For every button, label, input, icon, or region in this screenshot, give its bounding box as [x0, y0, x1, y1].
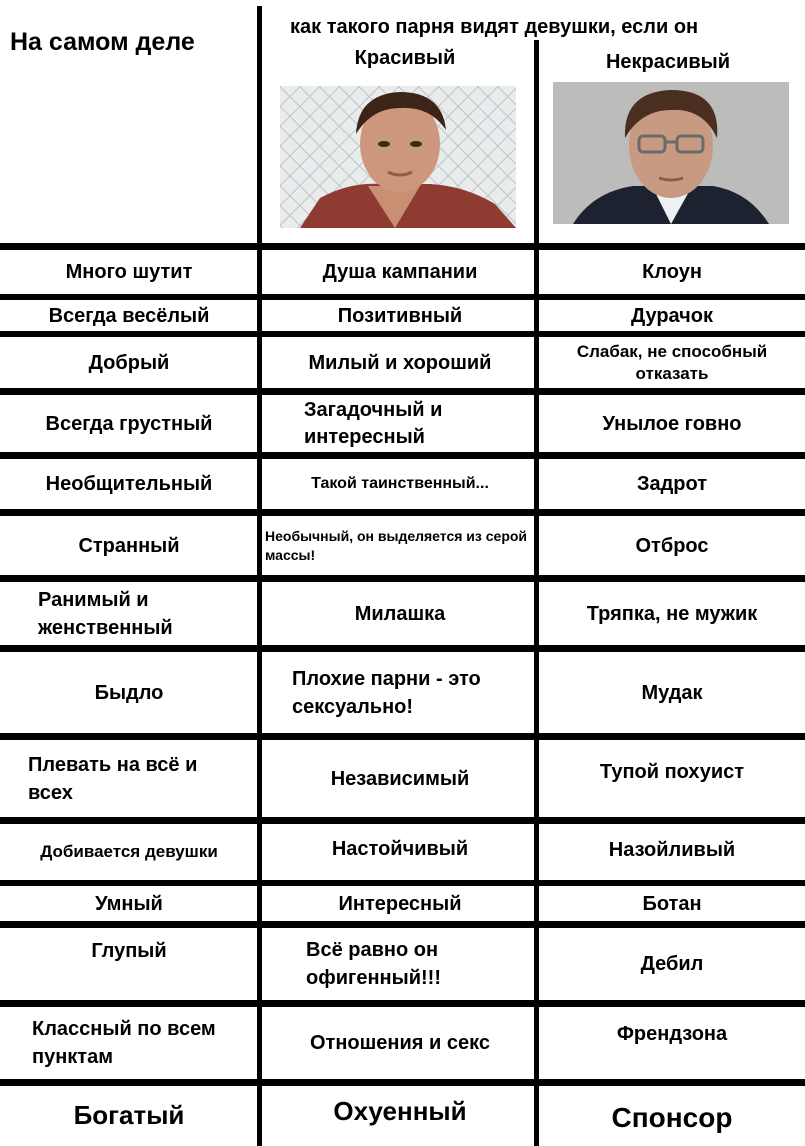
ugly-cell: Френдзона — [616, 1023, 728, 1045]
handsome-cell: Душа кампании — [322, 261, 478, 283]
row-divider — [0, 921, 805, 928]
reality-cell: Добивается девушки — [40, 841, 218, 861]
handsome-cell: Плохие парни - это сексуально! — [292, 667, 481, 718]
reality-cell: Много шутит — [65, 261, 193, 283]
ugly-cell: Мудак — [641, 681, 703, 704]
row-divider — [0, 452, 805, 459]
reality-cell: Плевать на всё и всех — [28, 753, 198, 804]
handsome-cell: Независимый — [330, 767, 470, 790]
row-divider — [0, 1079, 805, 1086]
row-divider — [0, 733, 805, 740]
ugly-cell: Дебил — [640, 953, 704, 975]
reality-cell: Глупый — [91, 940, 167, 962]
handsome-column-label: Красивый — [354, 47, 456, 69]
ugly-cell: Тряпка, не мужик — [586, 602, 758, 625]
reality-cell: Быдло — [94, 681, 164, 704]
reality-cell: Странный — [78, 534, 180, 557]
handsome-cell: Позитивный — [337, 304, 463, 327]
row-divider — [0, 645, 805, 652]
perception-column-title: как такого парня видят девушки, если он — [290, 16, 699, 38]
row-divider — [0, 575, 805, 582]
ugly-cell: Отброс — [635, 534, 709, 557]
handsome-cell: Необычный, он выделяется из серой массы! — [265, 527, 528, 563]
reality-cell: Добрый — [88, 351, 170, 374]
handsome-cell: Милый и хороший — [308, 351, 492, 374]
handsome-cell: Интересный — [338, 892, 462, 915]
ugly-cell: Клоун — [642, 261, 702, 283]
row-divider — [0, 509, 805, 516]
row-divider — [0, 1000, 805, 1007]
reality-cell: Ранимый и женственный — [38, 588, 173, 639]
handsome-cell: Настойчивый — [331, 838, 469, 860]
reality-column-title: На самом деле — [10, 27, 195, 56]
column-divider — [534, 40, 539, 1146]
reality-cell: Всегда грустный — [45, 412, 213, 435]
handsome-cell: Такой таинственный... — [311, 474, 489, 492]
ugly-column-label: Некрасивый — [605, 51, 730, 73]
ugly-cell: Задрот — [636, 473, 708, 495]
ugly-cell: Ботан — [642, 892, 702, 915]
ugly-guy-photo — [553, 82, 789, 224]
reality-cell: Богатый — [73, 1100, 185, 1131]
handsome-guy-photo — [280, 86, 516, 228]
handsome-cell: Всё равно он офигенный!!! — [306, 939, 441, 989]
row-divider — [0, 817, 805, 824]
handsome-cell: Отношения и секс — [309, 1032, 490, 1054]
handsome-cell: Загадочный и интересный — [304, 398, 443, 448]
reality-cell: Всегда весёлый — [48, 304, 210, 327]
row-divider — [0, 243, 805, 250]
reality-cell: Необщительный — [45, 473, 213, 495]
ugly-cell: Спонсор — [611, 1101, 733, 1133]
reality-cell: Умный — [95, 892, 163, 915]
ugly-cell: Дурачок — [630, 304, 714, 327]
row-divider — [0, 388, 805, 395]
column-divider — [257, 6, 262, 1146]
ugly-cell: Назойливый — [608, 839, 736, 861]
handsome-cell: Милашка — [354, 602, 446, 625]
ugly-cell: Тупой похуист — [599, 761, 745, 783]
ugly-cell: Слабак, не способный отказать — [576, 342, 768, 383]
handsome-cell: Охуенный — [333, 1096, 467, 1127]
ugly-cell: Унылое говно — [602, 412, 742, 435]
reality-cell: Классный по всем пунктам — [32, 1018, 216, 1068]
